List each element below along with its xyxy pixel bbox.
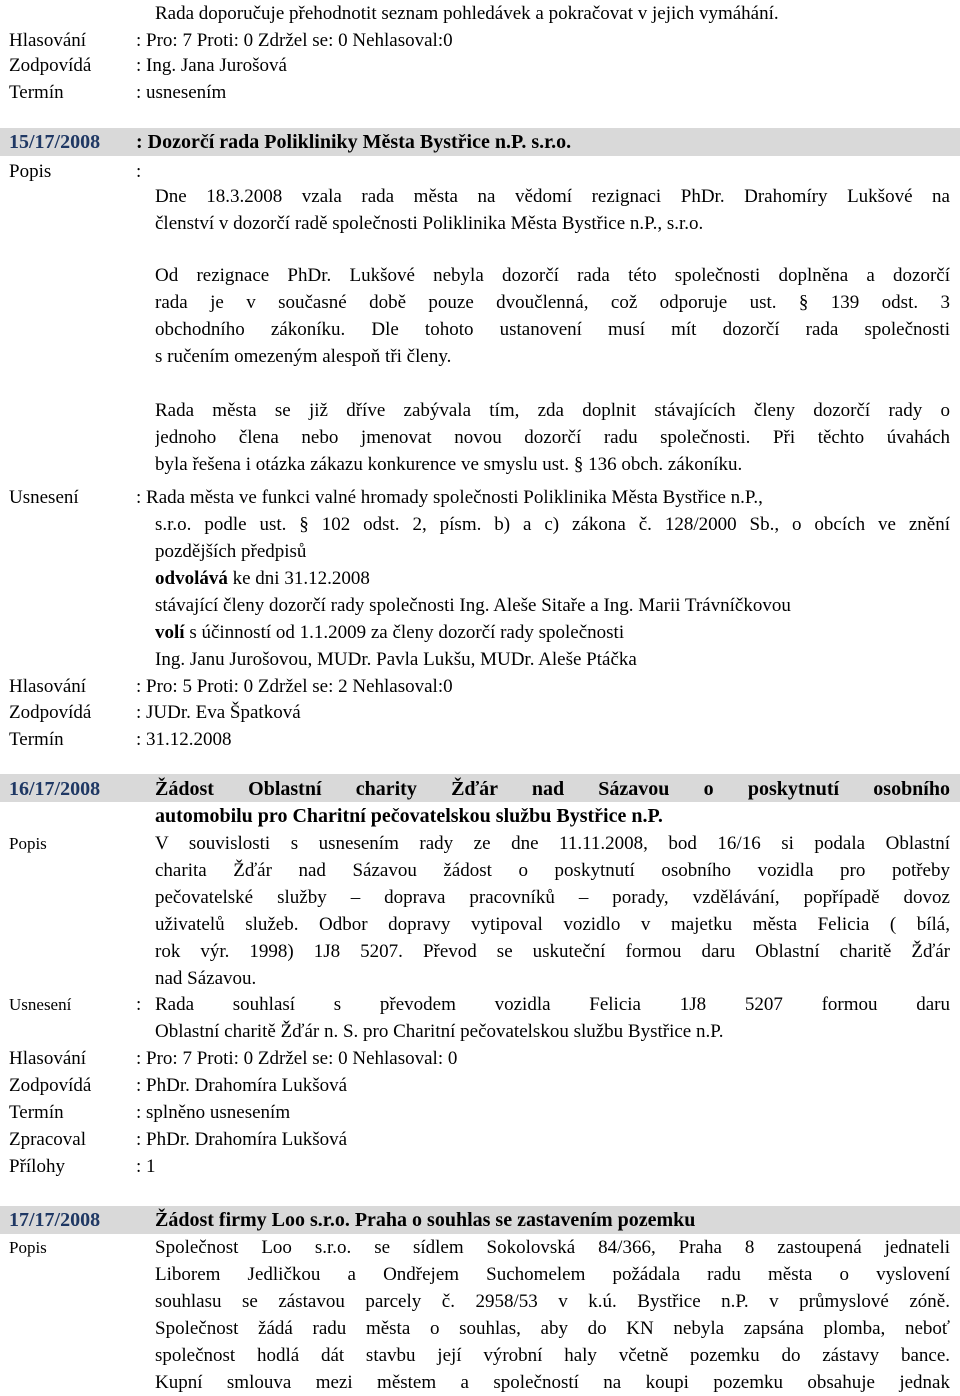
item15-popis-p2	[155, 262, 950, 370]
stavajici-text: stávající členy dozorčí rady společnosti Ing. Aleše Sitaře a Ing. Marii Trávníčkovou	[155, 595, 791, 616]
voli-rest: s účinností od 1.1.2009 za členy dozorčí rady společnosti	[184, 622, 625, 643]
text-line: pozdějších předpisů	[155, 541, 307, 562]
text-line: členství v dozorčí radě společnosti Poliklinika Města Bystřice n.P., s.r.o.	[155, 213, 704, 234]
item15-popis-p1	[155, 183, 950, 237]
hlasovani-label: Hlasování	[9, 1048, 87, 1069]
text-line: pečovatelské služby – doprava pracovníků – porady, vzdělávání, popřípadě dovoz	[155, 887, 950, 908]
zodpovida-value: : PhDr. Drahomíra Lukšová	[136, 1075, 348, 1096]
popis-label: Popis	[9, 1238, 47, 1257]
item16-usneseni-text	[155, 991, 950, 1045]
popis-label: Popis	[9, 161, 52, 182]
odvolava-bold: odvolává	[155, 568, 228, 589]
text-line: Kupní smlouva mezi městem a společností na koupi pozemku obsahuje jednak	[155, 1372, 950, 1393]
hlasovani-value: : Pro: 7 Proti: 0 Zdržel se: 0 Nehlasoval:0	[136, 30, 453, 51]
voli-bold: volí	[155, 622, 185, 643]
item17-number: 17/17/2008	[9, 1209, 101, 1231]
item15-title: : Dozorčí rada Polikliniky Města Bystřice n.P. s.r.o.	[136, 131, 572, 153]
zodpovida-value: : Ing. Jana Jurošová	[136, 55, 287, 76]
text-line: Rada souhlasí s převodem vozidla Felicia 1J8 5207 formou daru	[155, 994, 950, 1015]
termin-label: Termín	[9, 729, 64, 750]
text-line: souhlasu se zástavou parcely č. 2958/53 v k.ú. Bystřice n.P. v průmyslové zóně.	[155, 1291, 950, 1312]
prilohy-value: : 1	[136, 1156, 156, 1177]
title-line: Žádost Oblastní charity Žďár nad Sázavou o poskytnutí osobního	[155, 778, 950, 800]
text-line: byla řešena i otázka zákazu konkurence ve smyslu ust. § 136 obch. zákoníku.	[155, 454, 743, 475]
text-line: společnost hodlá dát stavbu její výrobní haly včetně pozemku do zástavy bance.	[155, 1345, 950, 1366]
zpracoval-value: : PhDr. Drahomíra Lukšová	[136, 1129, 348, 1150]
termin-label: Termín	[9, 82, 64, 103]
prilohy-label: Přílohy	[9, 1156, 65, 1177]
document-page: Rada doporučuje přehodnotit seznam pohledávek a pokračovat v jejich vymáhání. Hlasování : Pro: 7 Proti: 0 Zdržel se: 0 Nehlasoval:0 Zodpovídá : Ing. Jana Jurošová Termín : usnesením 15/17/2008 : Dozorčí rada Polikliniky Města Bystřice n.P. s.r.o. Popis : Dne 18.3.2008 vzala rada města na vědomí rezignaci PhDr. Drahomíry Lukšové na členství v dozorčí radě společnosti Poliklinika Města Bystřice n.P., s.r.o. Od rezignace PhDr. Lukšové nebyla dozorčí rada této společnosti doplněna a dozorčí rada je v současné době pouze dvoučlenná, což odporuje ust. § 139 odst. 3 obchodního zákoníku. Dle tohoto ustanovení musí mít dozorčí rada společnosti s ručením omezeným alespoň tři členy. Rada města se již dříve zabývala tím, zda doplnit stávajících členy dozorčí rady o jednoho člena nebo jmenovat novou dozorčí radu společnosti. Při těchto úvahách byla řešena i otázka zákazu konkurence ve smyslu ust. § 136 obch. zákoníku. Usnesení : Rada města ve funkci valné hromady společnosti Poliklinika Města Bystřice n.P., s.r.o. podle ust. § 102 odst. 2, písm. b) a c) zákona č. 128/2000 Sb., o obcích ve znění pozdějších předpisů odvolává ke dni 31.12.2008 stávající členy dozorčí rady společnosti Ing. Aleše Sitaře a Ing. Marii Trávníčkovou volí s účinností od 1.1.2009 za členy dozorčí rady společnosti Ing. Janu Jurošovou, MUDr. Pavla Lukšu, MUDr. Aleše Ptáčka Hlasování : Pro: 5 Proti: 0 Zdržel se: 2 Nehlasoval:0 Zodpovídá : JUDr. Eva Špatková Termín : 31.12.2008 16/17/2008 Žádost Oblastní charity Žďár nad Sázavou o poskytnutí osobního automobilu pro Charitní pečovatelskou službu Bystřice n.P. Popis V souvislosti s usnesením rady ze dne 11.11.2008, bod 16/16 si podala Oblastní charita Žďár nad Sázavou žádost o poskytnutí osobního vozidla pro potřeby pečovatelské služby – doprava pracovníků – porady, vzdělávání, popřípadě dovoz uživatelů služeb. Odbor dopravy vytipoval vozidlo v majetku města Felicia ( bílá, rok výr. 1998) 1J8 5207. Převod se uskuteční formou daru Oblastní charitě Žďár nad Sázavou. Usnesení : Rada souhlasí s převodem vozidla Felicia 1J8 5207 formou daru Oblastní charitě Žďár n. S. pro Charitní pečovatelskou službu Bystřice n.P. Hlasování : Pro: 7 Proti: 0 Zdržel se: 0 Nehlasoval: 0 Zodpovídá : PhDr. Drahomíra Lukšová Termín : splněno usnesením Zpracoval : PhDr. Drahomíra Lukšová Přílohy : 1 17/17/2008 Žádost firmy Loo s.r.o. Praha o souhlas se zastavením pozemku Popis Společnost Loo s.r.o. se sídlem Sokolovská 84/366, Praha 8 zastoupená jednateli Liborem Jedličkou a Ondřejem Suchomelem požádala radu města o vyslovení souhlasu se zástavou parcely č. 2958/53 v k.ú. Bystřice n.P. v průmyslové zóně. Společnost žádá radu města o souhlas, aby do KN nebyla zapsána plomba, neboť společnost hodlá dát stavbu její výrobní haly včetně pozemku do zástavy bance. Kupní smlouva mezi městem a společností na koupi pozemku obsahuje jednak	[0, 0, 960, 1395]
zpracoval-label: Zpracoval	[9, 1129, 87, 1150]
text-line: Rada města se již dříve zabývala tím, zda doplnit stávajících členy dozorčí rady o	[155, 400, 950, 421]
termin-value: : splněno usnesením	[136, 1102, 291, 1123]
clenove-text: Ing. Janu Jurošovou, MUDr. Pavla Lukšu, MUDr. Aleše Ptáčka	[155, 649, 637, 670]
zodpovida-label: Zodpovídá	[9, 55, 92, 76]
title-line: automobilu pro Charitní pečovatelskou službu Bystřice n.P.	[155, 805, 663, 827]
item16-number: 16/17/2008	[9, 778, 101, 800]
hlasovani-label: Hlasování	[9, 676, 87, 697]
text-line: s.r.o. podle ust. § 102 odst. 2, písm. b) a c) zákona č. 128/2000 Sb., o obcích ve znění	[155, 514, 950, 535]
text-line: obchodního zákoníku. Dle tohoto ustanovení musí mít dozorčí rada společnosti	[155, 319, 950, 340]
item17-title: Žádost firmy Loo s.r.o. Praha o souhlas se zastavením pozemku	[155, 1209, 696, 1231]
text-line: Dne 18.3.2008 vzala rada města na vědomí rezignaci PhDr. Drahomíry Lukšové na	[155, 186, 950, 207]
item15-popis-p3	[155, 397, 950, 478]
termin-value: : usnesením	[136, 82, 227, 103]
text-line: charita Žďár nad Sázavou žádost o poskytnutí osobního vozidla pro potřeby	[155, 860, 950, 881]
popis-label: Popis	[9, 834, 47, 853]
item17-popis-text	[155, 1234, 950, 1396]
usneseni-line: : Rada města ve funkci valné hromady společnosti Poliklinika Města Bystřice n.P.,	[136, 487, 763, 508]
text-line: Společnost žádá radu města o souhlas, aby do KN nebyla zapsána plomba, neboť	[155, 1318, 950, 1339]
text-line: s ručením omezeným alespoň tři členy.	[155, 346, 452, 367]
item16-popis-text	[155, 830, 950, 992]
termin-label: Termín	[9, 1102, 64, 1123]
zodpovida-value: : JUDr. Eva Špatková	[136, 702, 301, 723]
text-line: nad Sázavou.	[155, 968, 257, 989]
usneseni-colon: :	[136, 994, 142, 1015]
text-line: rok výr. 1998) 1J8 5207. Převod se uskuteční formou daru Oblastní charitě Žďár	[155, 941, 950, 962]
hlasovani-label: Hlasování	[9, 30, 87, 51]
text-line: V souvislosti s usnesením rady ze dne 11.11.2008, bod 16/16 si podala Oblastní	[155, 833, 950, 854]
odvolava-rest: ke dni 31.12.2008	[227, 568, 370, 589]
hlasovani-value: : Pro: 5 Proti: 0 Zdržel se: 2 Nehlasoval:0	[136, 676, 453, 697]
zodpovida-label: Zodpovídá	[9, 702, 92, 723]
text-line: Liborem Jedličkou a Ondřejem Suchomelem požádala radu města o vyslovení	[155, 1264, 950, 1285]
usneseni-label: Usnesení	[9, 487, 79, 508]
hlasovani-value: : Pro: 7 Proti: 0 Zdržel se: 0 Nehlasoval: 0	[136, 1048, 458, 1069]
text-line: jednoho člena nebo jmenovat novou dozorčí radu společnosti. Při těchto úvahách	[155, 427, 950, 448]
item15-number: 15/17/2008	[9, 131, 101, 153]
text-line: Od rezignace PhDr. Lukšové nebyla dozorčí rada této společnosti doplněna a dozorčí	[155, 265, 950, 286]
zodpovida-label: Zodpovídá	[9, 1075, 92, 1096]
text-line: Oblastní charitě Žďár n. S. pro Charitní pečovatelskou službu Bystřice n.P.	[155, 1021, 724, 1042]
usneseni-label: Usnesení	[9, 995, 72, 1014]
item16-title	[155, 776, 950, 830]
termin-value: : 31.12.2008	[136, 729, 232, 750]
text-line: Společnost Loo s.r.o. se sídlem Sokolovská 84/366, Praha 8 zastoupená jednateli	[155, 1237, 950, 1258]
intro-text: Rada doporučuje přehodnotit seznam pohledávek a pokračovat v jejich vymáhání.	[155, 3, 779, 24]
text-line: rada je v současné době pouze dvoučlenná, což odporuje ust. § 139 odst. 3	[155, 292, 950, 313]
item15-usneseni-text	[155, 511, 950, 565]
text-line: uživatelů služeb. Odbor dopravy vytipoval vozidlo v majetku města Felicia ( bílá,	[155, 914, 950, 935]
